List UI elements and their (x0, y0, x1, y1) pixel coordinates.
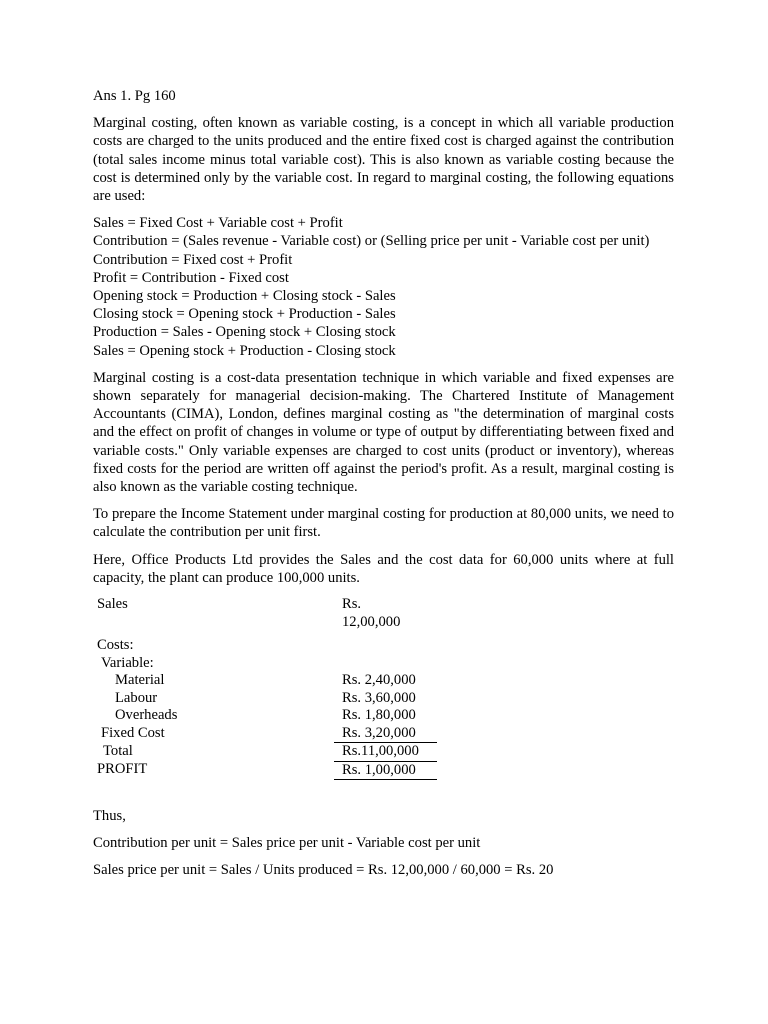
table-label: Variable: (101, 654, 154, 671)
table-row-material (93, 672, 437, 690)
table-amount: Rs. 3,60,000 (342, 689, 416, 706)
table-label: PROFIT (97, 761, 148, 778)
table-row-costs (93, 631, 437, 655)
paragraph-office-products: Here, Office Products Ltd provides the Sales and the cost data for 60,000 units where at full capacity, the plant can produce 100,000 units. (93, 551, 674, 586)
table-label: Total (103, 742, 133, 759)
paragraph-sales-price-per-unit: Sales price per unit = Sales / Units produced = Rs. 12,00,000 / 60,000 = Rs. 20 (93, 862, 554, 879)
table-amount: Rs.11,00,000 (334, 743, 437, 762)
paragraph-thus: Thus, (93, 808, 126, 825)
table-amount-value: 12,00,000 (342, 613, 401, 630)
equation-line: Contribution = Fixed cost + Profit (93, 251, 293, 268)
equation-line: Closing stock = Opening stock + Production - Sales (93, 306, 396, 323)
equation-line: Opening stock = Production + Closing stock - Sales (93, 288, 396, 305)
paragraph-income-statement: To prepare the Income Statement under marginal costing for production at 80,000 units, we need to calculate the contribution per unit first. (93, 506, 674, 541)
cost-data-table (93, 596, 437, 780)
table-row-total (93, 743, 437, 762)
table-row-sales (93, 596, 437, 631)
table-amount: Rs. 1,80,000 (342, 707, 416, 724)
table-row-profit (93, 761, 437, 780)
table-row-fixed-cost (93, 725, 437, 743)
table-amount: Rs. 2,40,000 (342, 672, 416, 689)
paragraph-contribution-per-unit: Contribution per unit = Sales price per unit - Variable cost per unit (93, 835, 481, 852)
paragraph-cima-definition: Marginal costing is a cost-data presentation technique in which variable and fixed expenses are shown separately for managerial decision-making. The Chartered Institute of Management Accountants (CIMA), London, defines marginal costing as "the determination of marginal costs and the effect on profit of changes in volume or type of output by differentiating between fixed and variable costs." Only variable expenses are charged to cost units (product or inventory), whereas fixed costs for the period are written off against the period's profit. As a result, marginal costing is also known as the variable costing technique. (93, 369, 674, 496)
table-row-overheads (93, 707, 437, 725)
equation-line: Production = Sales - Opening stock + Closing stock (93, 324, 396, 341)
table-label: Costs: (97, 637, 134, 654)
equation-line: Sales = Opening stock + Production - Closing stock (93, 342, 396, 359)
table-label: Labour (115, 689, 158, 706)
document-body (93, 87, 674, 889)
table-amount (334, 596, 437, 631)
equation-line: Profit = Contribution - Fixed cost (93, 269, 289, 286)
table-label: Overheads (115, 707, 178, 724)
equation-line: Contribution = (Sales revenue - Variable cost) or (Selling price per unit - Variable cost per unit) (93, 233, 650, 250)
table-amount-currency: Rs. (342, 596, 362, 613)
table-row-variable (93, 655, 437, 673)
table-amount: Rs. 3,20,000 (334, 725, 437, 743)
table-label: Sales (97, 596, 128, 613)
table-row-labour (93, 690, 437, 708)
table-amount: Rs. 1,00,000 (334, 761, 437, 780)
table-label: Fixed Cost (101, 724, 165, 741)
equation-line: Sales = Fixed Cost + Variable cost + Profit (93, 215, 343, 232)
table-label: Material (115, 672, 165, 689)
answer-heading: Ans 1. Pg 160 (93, 88, 176, 104)
paragraph-marginal-costing-intro: Marginal costing, often known as variable costing, is a concept in which all variable production costs are charged to the units produced and the entire fixed cost is charged against the contribution (total sales income minus total variable cost). This is also known as variable costing because the cost is determined only by the variable cost. In regard to marginal costing, the following equations are used: (93, 115, 674, 205)
equation-list (93, 214, 674, 360)
